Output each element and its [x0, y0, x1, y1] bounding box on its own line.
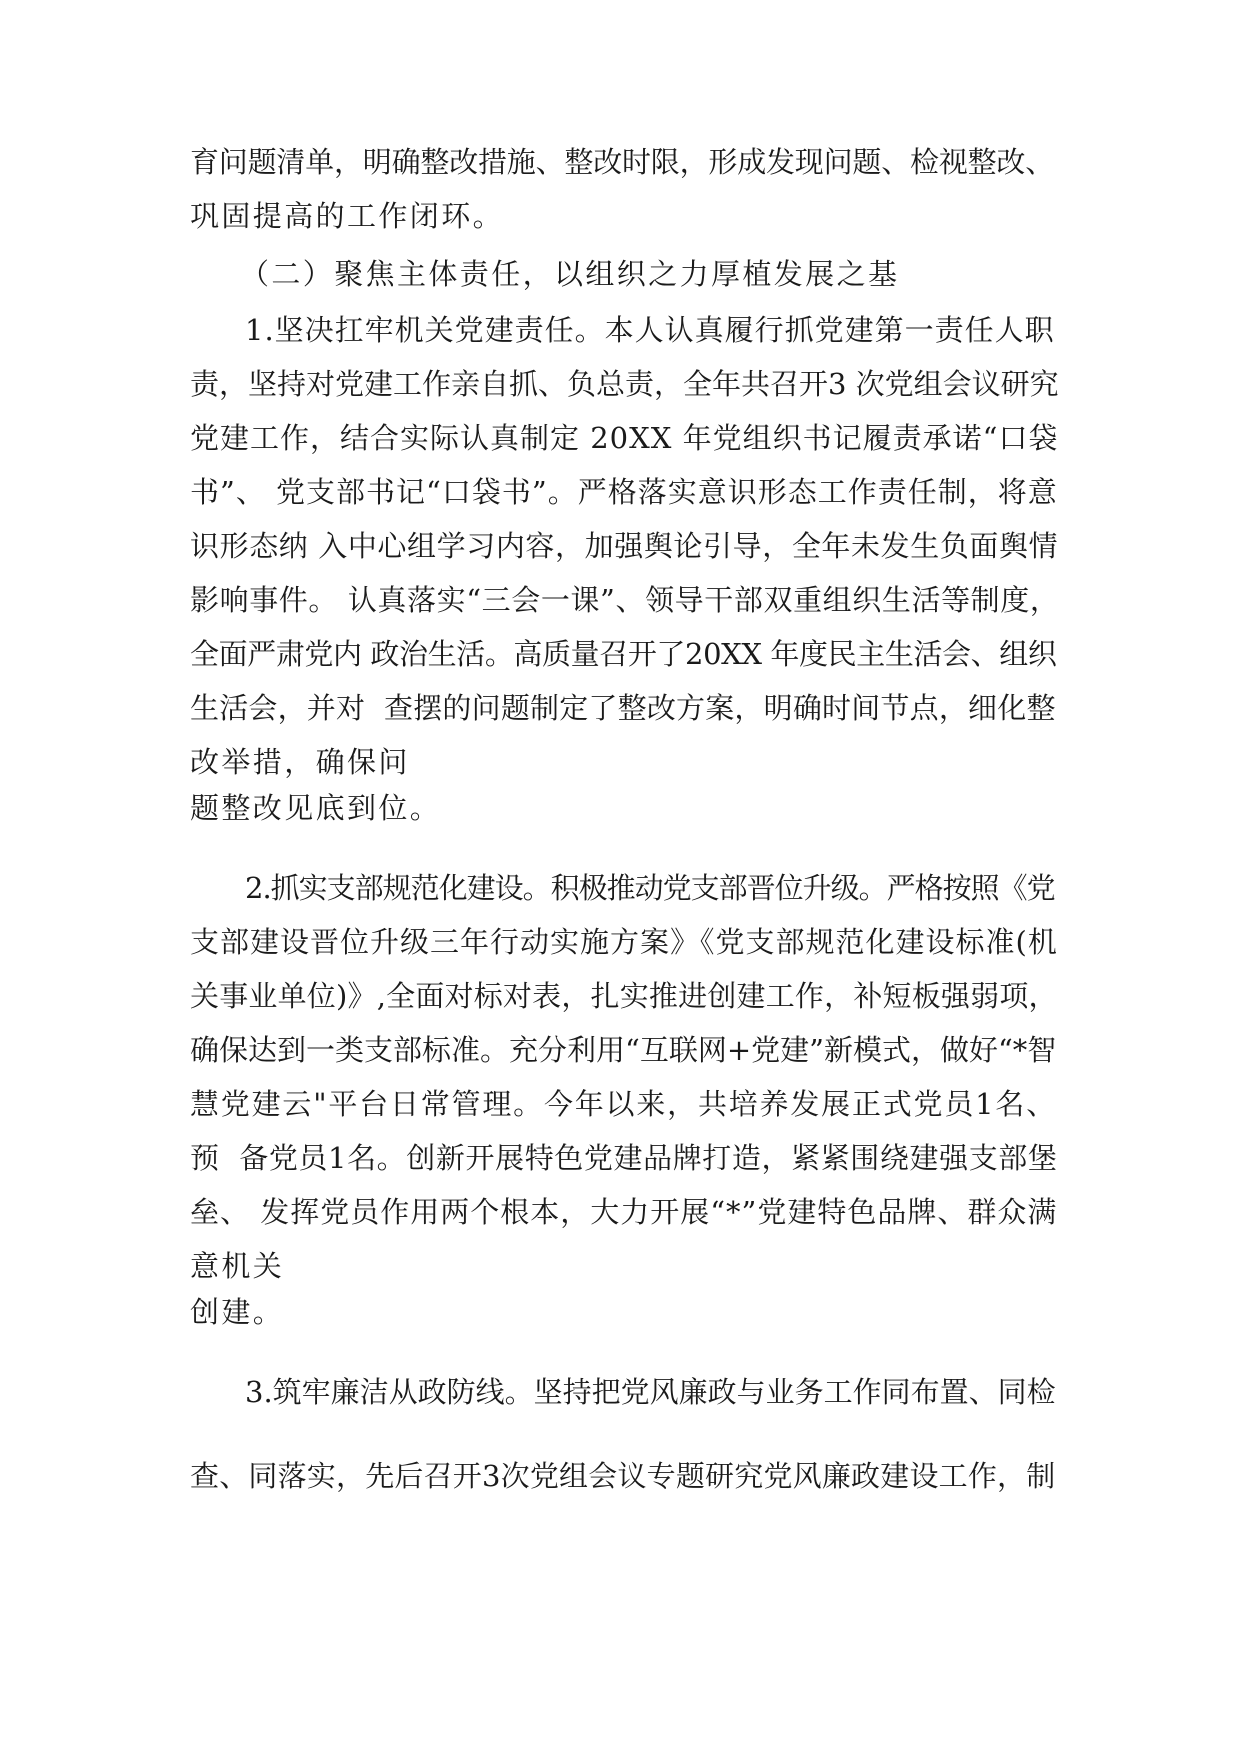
text-line: 2.抓实支部规范化建设。积极推动党支部晋位升级。严格按照《党: [245, 871, 1055, 905]
text-line: 慧党建云"平台日常管理。今年以来，共培养发展正式党员1名、: [190, 1087, 1057, 1121]
text-line: 意机关: [190, 1249, 285, 1283]
text-line: 影响事件。 认真落实“三会一课”、领导干部双重组织生活等制度，: [190, 583, 1060, 617]
text-line: 支部建设晋位升级三年行动实施方案》《党支部规范化建设标准(机: [190, 925, 1058, 959]
text-line: 识形态纳 入中心组学习内容，加强舆论引导，全年未发生负面舆情: [190, 529, 1059, 563]
text-line: 3.筑牢廉洁从政防线。坚持把党风廉政与业务工作同布置、同检: [245, 1375, 1056, 1409]
text-line: 垒、 发挥党员作用两个根本，大力开展“*”党建特色品牌、群众满: [190, 1195, 1058, 1229]
text-line: 党建工作，结合实际认真制定 20XX 年党组织书记履责承诺“口袋: [190, 421, 1059, 455]
text-line: 责，坚持对党建工作亲自抓、负总责，全年共召开3 次党组会议研究: [190, 367, 1059, 401]
text-line: 书”、 党支部书记“口袋书”。严格落实意识形态工作责任制，将意: [190, 475, 1058, 509]
text-line: 确保达到一类支部标准。充分利用“互联网+党建”新模式，做好“*智: [190, 1033, 1057, 1067]
text-line: 育问题清单，明确整改措施、整改时限，形成发现问题、检视整改、: [190, 145, 1055, 179]
text-line: 全面严肃党内 政治生活。高质量召开了20XX 年度民主生活会、组织: [190, 637, 1057, 671]
text-line: 题整改见底到位。: [190, 791, 442, 825]
text-line: 查、同落实，先后召开3次党组会议专题研究党风廉政建设工作，制: [190, 1459, 1056, 1493]
text-line: 改举措，确保问: [190, 745, 410, 779]
text-line: 1.坚决扛牢机关党建责任。本人认真履行抓党建第一责任人职: [245, 313, 1055, 347]
section-heading: （二）聚焦主体责任，以组织之力厚植发展之基: [240, 257, 900, 291]
text-line: 预 备党员1名。创新开展特色党建品牌打造，紧紧围绕建强支部堡: [190, 1141, 1058, 1175]
text-line: 生活会，并对 查摆的问题制定了整改方案，明确时间节点，细化整: [190, 691, 1056, 725]
text-line: 关事业单位)》,全面对标对表，扎实推进创建工作，补短板强弱项，: [190, 979, 1058, 1013]
text-line: 巩固提高的工作闭环。: [190, 199, 505, 233]
text-line: 创建。: [190, 1295, 285, 1329]
